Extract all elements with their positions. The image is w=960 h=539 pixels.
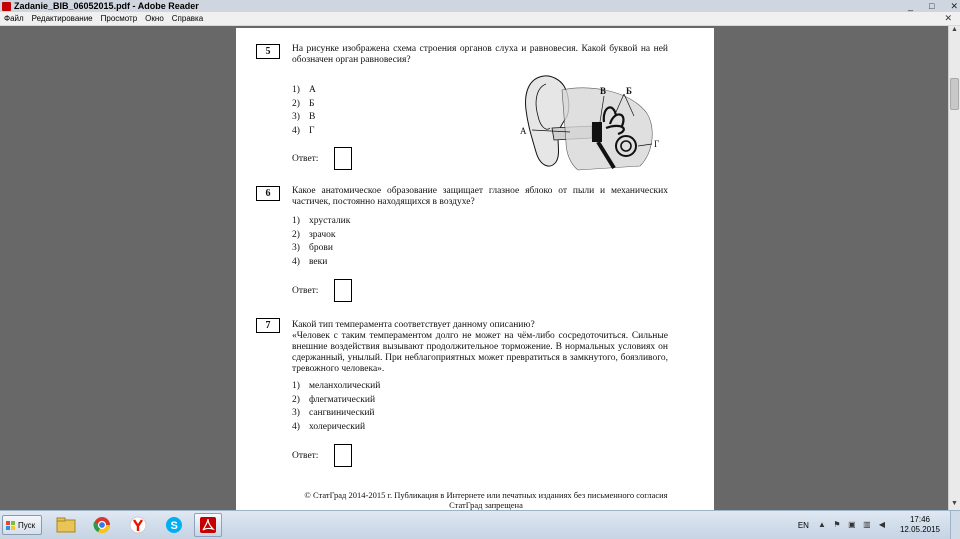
figure-label-v: В <box>600 86 607 96</box>
pdf-page <box>236 28 714 510</box>
option: 3) В <box>292 112 316 122</box>
question-number-5: 5 <box>256 44 280 59</box>
option: 2) Б <box>292 98 315 109</box>
question-6-answer <box>292 279 352 302</box>
option: 4) веки <box>292 256 328 267</box>
maximize-button[interactable]: □ <box>929 1 935 11</box>
question-6-options <box>292 215 350 269</box>
menu-edit[interactable]: Редактирование <box>31 14 93 23</box>
taskbar-skype[interactable] <box>160 513 188 537</box>
network-icon[interactable]: ▥ <box>863 520 871 529</box>
window-controls <box>908 0 958 12</box>
language-indicator[interactable]: EN <box>797 520 809 530</box>
answer-box <box>334 444 352 467</box>
figure-label-a: А <box>520 126 527 136</box>
answer-label: Ответ: <box>292 153 319 164</box>
scroll-up-arrow-icon[interactable]: ▲ <box>951 26 958 33</box>
clock-date: 12.05.2015 <box>899 525 940 534</box>
answer-box <box>334 279 352 302</box>
option: 3) сангвинический <box>292 408 375 418</box>
question-5-text: На рисунке изображена схема строения органов слуха и равновесия. Какой буквой на ней обозначен орган равновесия? <box>292 44 668 65</box>
scroll-down-arrow-icon[interactable]: ▼ <box>951 500 958 507</box>
copyright-footer: © СтатГрад 2014-2015 г. Публикация в Интернете или печатных изданиях без письменного согласия СтатГрад запрещена <box>304 490 668 510</box>
svg-text:S: S <box>170 520 178 532</box>
ear-anatomy-figure <box>518 72 664 174</box>
menu-help[interactable]: Справка <box>171 14 204 23</box>
system-tray <box>798 511 960 539</box>
start-label: Пуск <box>18 520 36 530</box>
chrome-icon <box>93 516 111 534</box>
tray-flag-icon[interactable]: ⚑ <box>833 520 841 529</box>
start-button[interactable] <box>2 515 42 535</box>
adobe-reader-app-icon <box>2 2 11 11</box>
question-6-text: Какое анатомическое образование защищает глазное яблоко от пыли и механических частичек, постоянно находящихся в воздухе? <box>292 186 668 207</box>
eardrum-ossicles <box>592 122 602 142</box>
option: 4) холерический <box>292 421 366 432</box>
figure-label-b: Б <box>626 86 632 96</box>
clock-time: 17:46 <box>909 515 930 524</box>
option: 1) хрусталик <box>292 216 351 226</box>
adobe-reader-icon <box>199 516 217 534</box>
minimize-button[interactable]: _ <box>908 1 914 11</box>
menu-window[interactable]: Окно <box>145 14 164 23</box>
window-title: Zadanie_BIB_06052015.pdf - Adobe Reader <box>14 1 199 11</box>
option: 4) Г <box>292 125 315 136</box>
skype-icon <box>165 516 183 534</box>
menu-view[interactable]: Просмотр <box>100 14 138 23</box>
figure-label-g: Г <box>654 139 660 149</box>
show-desktop-button[interactable] <box>950 511 960 539</box>
question-7-answer <box>292 444 352 467</box>
auricle-shape <box>526 76 569 166</box>
answer-box <box>334 147 352 170</box>
menu-bar <box>0 12 960 26</box>
menu-file[interactable]: Файл <box>4 14 24 23</box>
clock[interactable] <box>900 515 940 535</box>
option: 1) А <box>292 85 316 95</box>
question-5-answer <box>292 147 352 170</box>
yandex-browser-icon <box>129 516 147 534</box>
window-titlebar[interactable] <box>0 0 960 12</box>
windows-taskbar <box>0 510 960 539</box>
question-5-options <box>292 84 316 138</box>
question-number-6: 6 <box>256 186 280 201</box>
close-button[interactable]: ✕ <box>950 0 958 11</box>
question-7-options <box>292 380 380 434</box>
option: 2) флегматический <box>292 394 376 405</box>
taskbar-adobe-reader[interactable] <box>194 513 222 537</box>
option: 3) брови <box>292 243 333 253</box>
question-7-text: Какой тип темперамента соответствует данному описанию? <box>292 320 535 330</box>
volume-icon[interactable]: ◀ <box>878 520 886 529</box>
vertical-scrollbar[interactable] <box>948 26 960 510</box>
taskbar-file-explorer[interactable] <box>52 513 80 537</box>
taskbar-yandex-browser[interactable] <box>124 513 152 537</box>
tray-overflow-icon[interactable]: ▲ <box>817 520 826 529</box>
answer-label: Ответ: <box>292 450 319 461</box>
file-explorer-icon <box>56 517 76 533</box>
question-number-7: 7 <box>256 318 280 333</box>
taskbar-chrome[interactable] <box>88 513 116 537</box>
windows-flag-icon <box>6 521 15 530</box>
answer-label: Ответ: <box>292 285 319 296</box>
question-7-quote: «Человек с таким темпераментом долго не может на чём-либо сосредоточиться. Сильные внешние воздействия вызывают продолжительное торможение. В нормальных условиях он сдержанный, унылый. При неблагоприятных может превратиться в замкнутого, боязливого, тревожного человека». <box>292 331 668 374</box>
close-document-button[interactable]: ✕ <box>944 13 952 23</box>
scrollbar-thumb[interactable] <box>950 78 959 110</box>
tray-app-icon[interactable]: ▣ <box>848 520 856 529</box>
option: 2) зрачок <box>292 229 336 240</box>
option: 1) меланхолический <box>292 381 381 391</box>
